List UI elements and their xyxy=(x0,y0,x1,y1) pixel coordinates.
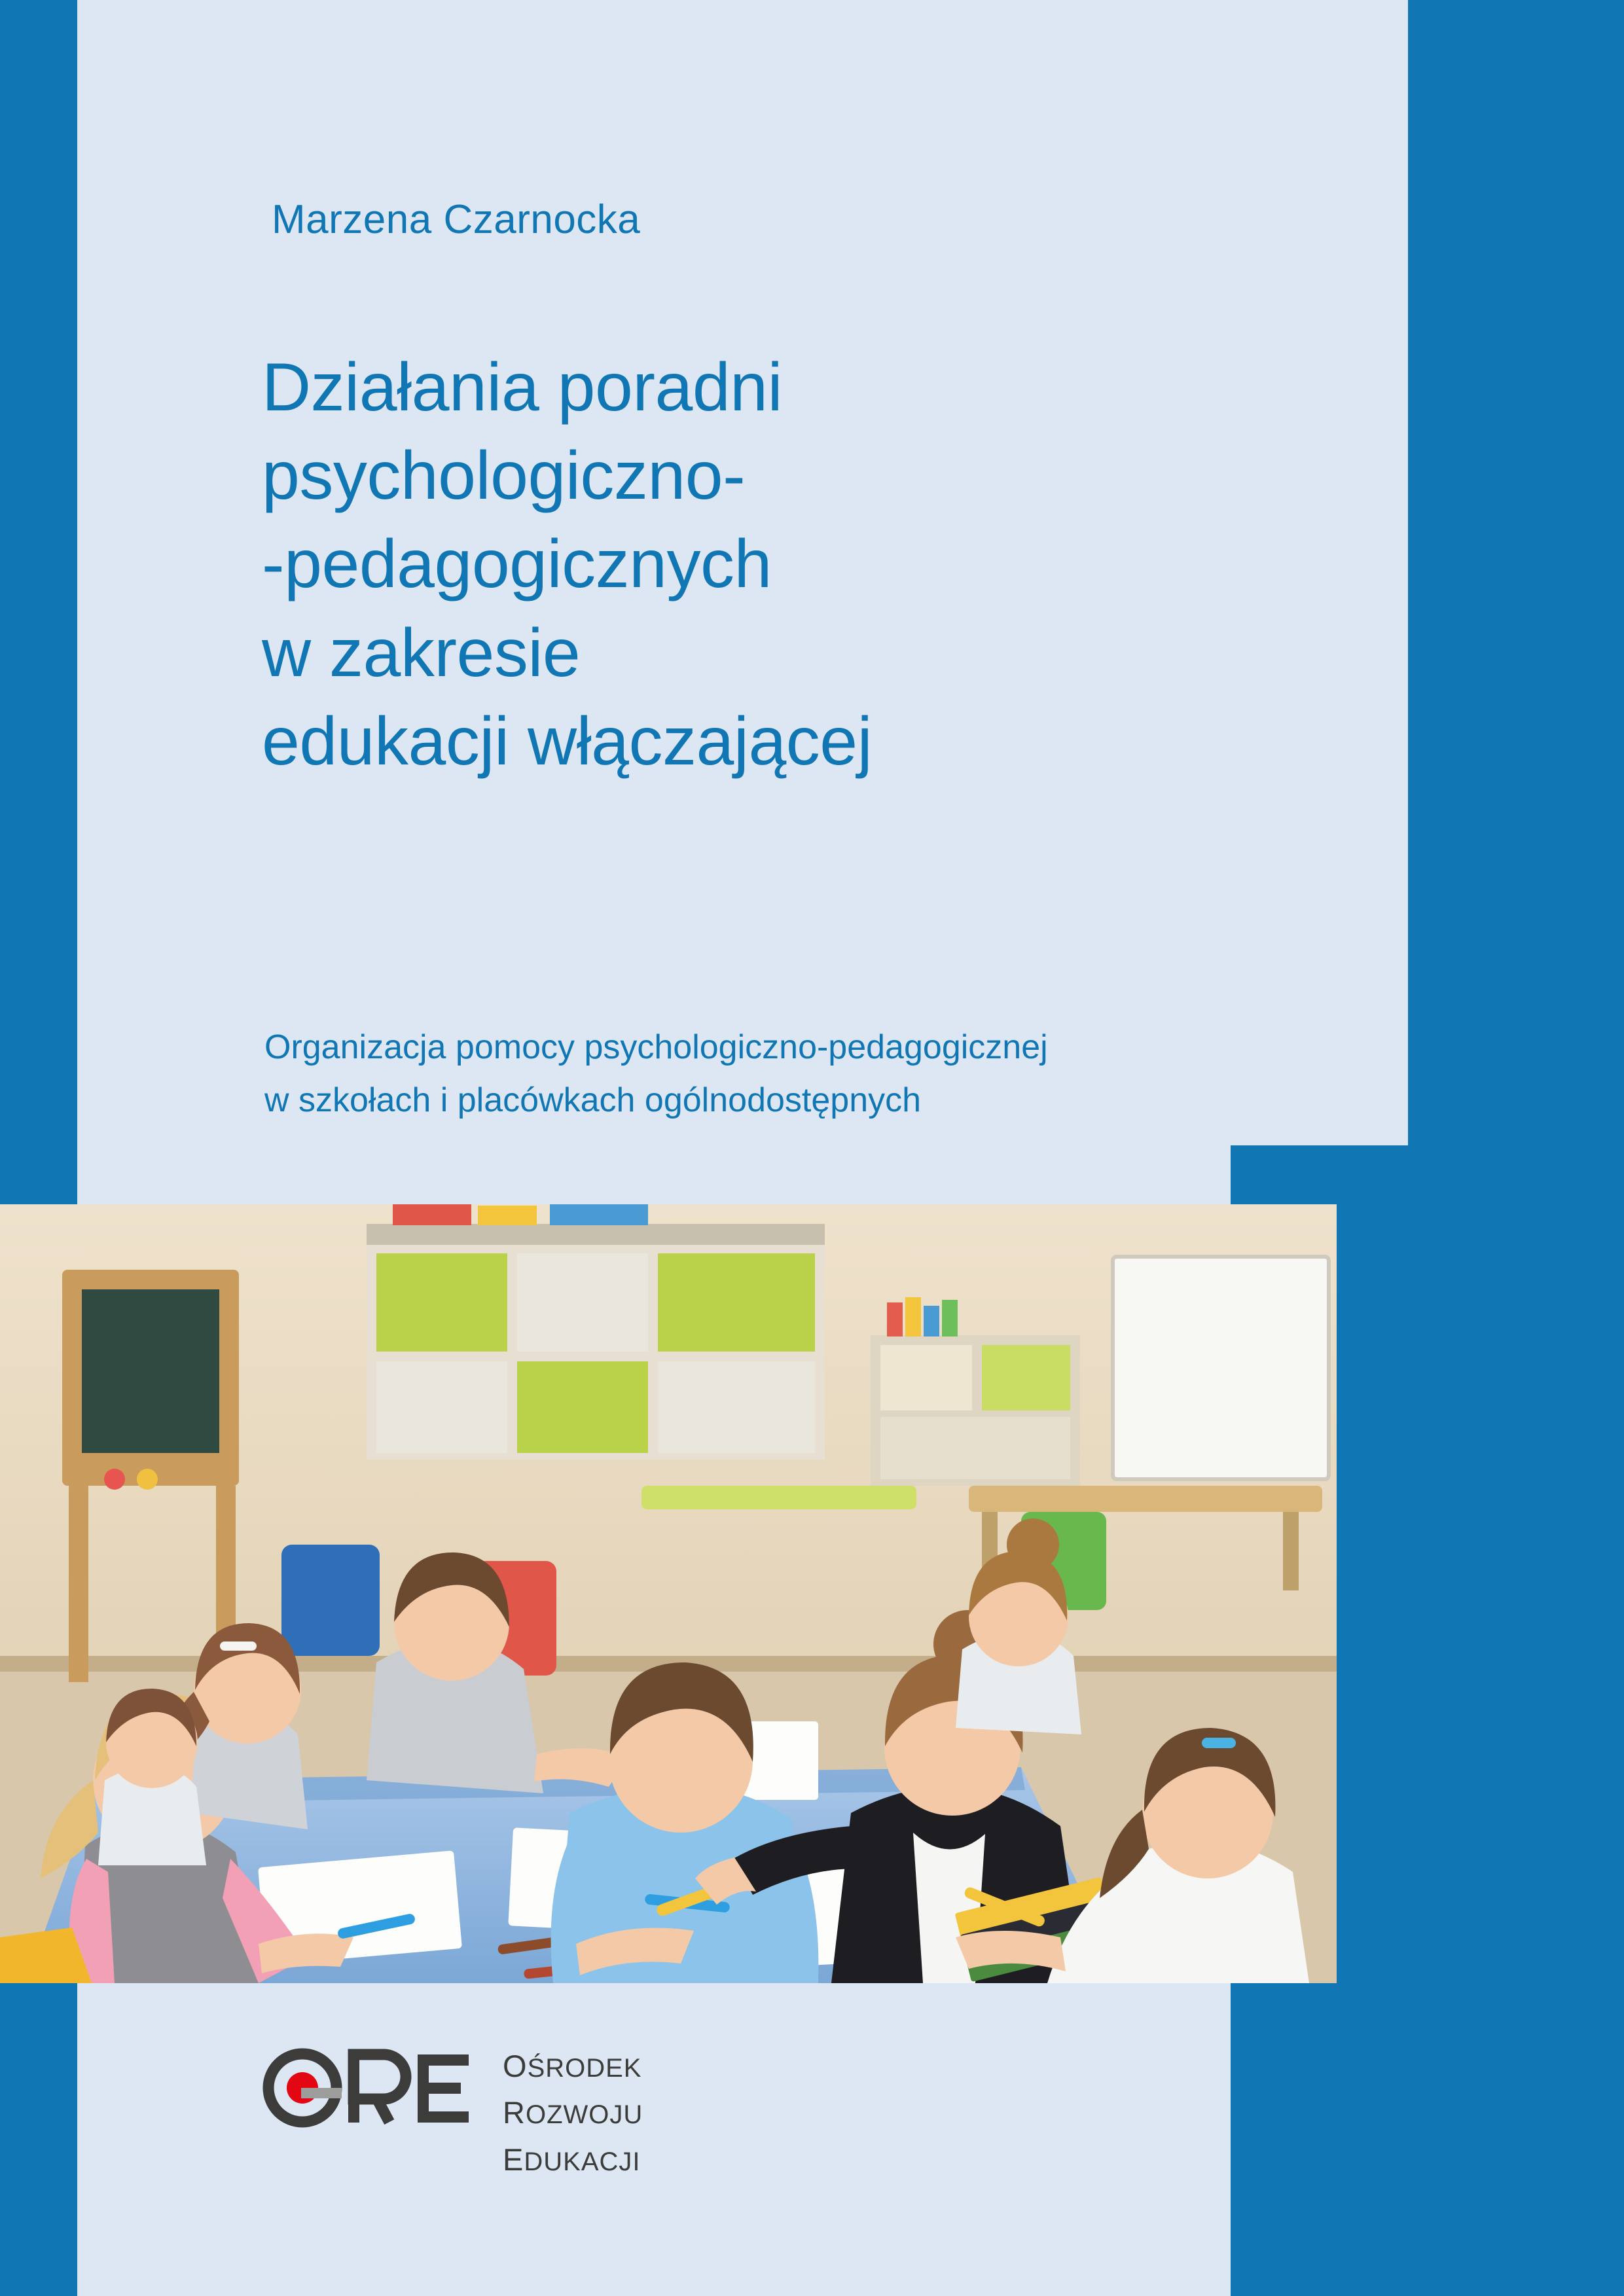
background-bottom-strip xyxy=(77,2219,1231,2296)
page-title xyxy=(262,344,1198,786)
ore-logo-mark xyxy=(262,2039,491,2137)
title-line-1: Działania poradni xyxy=(262,350,783,425)
title-line-5: edukacji włączającej xyxy=(262,703,873,780)
publisher-logo xyxy=(262,2026,668,2177)
author-name: Marzena Czarnocka xyxy=(272,197,641,242)
publisher-name xyxy=(503,2043,643,2183)
title-line-4: w zakresie xyxy=(262,615,581,691)
title-line-2: psychologiczno- xyxy=(262,438,746,514)
page-subtitle xyxy=(264,1021,1246,1126)
publisher-name-line-3: EDUKACJI xyxy=(503,2142,641,2177)
background-bottom-right-bar xyxy=(1231,1983,1624,2296)
background-bottom-left-bar xyxy=(0,1983,77,2296)
publisher-name-line-2: ROZWOJU xyxy=(503,2095,643,2130)
subtitle-line-2: w szkołach i placówkach ogólnodostępnych xyxy=(264,1081,922,1119)
cover-photo xyxy=(0,1204,1337,1983)
publisher-name-line-1: OŚRODEK xyxy=(503,2049,642,2083)
subtitle-line-1: Organizacja pomocy psychologiczno-pedagogicznej xyxy=(264,1028,1048,1066)
title-line-3: -pedagogicznych xyxy=(262,526,772,603)
background-right-blue-bar xyxy=(1408,0,1624,2296)
